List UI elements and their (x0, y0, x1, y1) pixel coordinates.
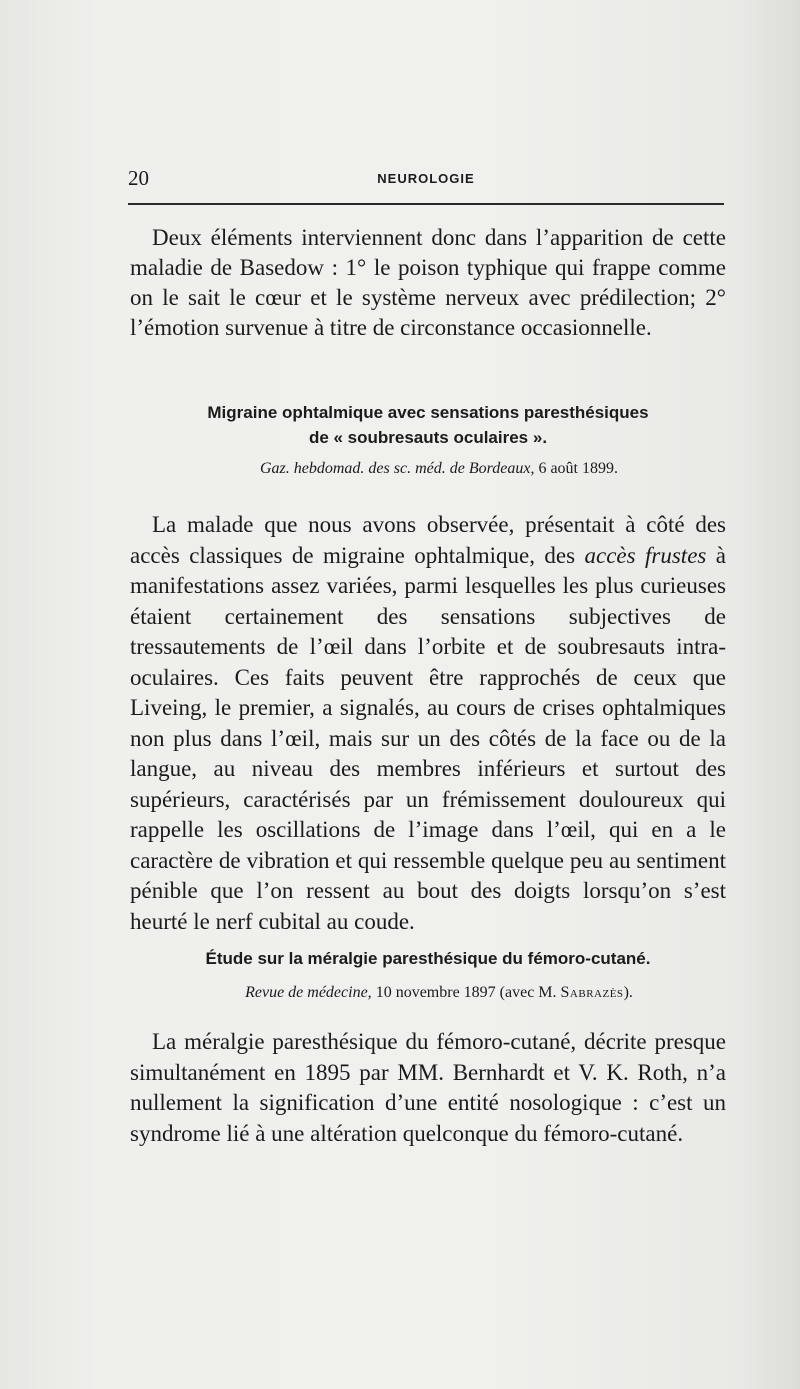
paragraph-text-start: La malade que nous avons observée, présentait à côté des accès classiques de migraine ophtalmique, des (130, 512, 726, 568)
paragraph-basedow: Deux éléments interviennent donc dans l’apparition de cette maladie de Basedow : 1° le poison typhique qui frappe comme on le sait le cœur et le système nerveux avec prédilection; 2° l’émotion survenue à titre de circonstance occasionnelle. (130, 225, 726, 340)
running-head: NEUROLOGIE (377, 171, 475, 186)
citation-date: 6 août 1899. (538, 460, 618, 477)
citation-meralgie (141, 984, 737, 1002)
citation-source: Revue de médecine, (245, 984, 372, 1001)
section-title-migraine (130, 400, 726, 450)
citation-source: Gaz. hebdomad. des sc. méd. de Bordeaux, (259, 460, 535, 477)
section-title-line-2: de « soubresauts oculaires ». (308, 428, 548, 447)
section-title-meralgie: Étude sur la méralgie paresthésique du fémoro-cutané. (205, 949, 651, 968)
header-rule (128, 203, 724, 205)
citation-details: 10 novembre 1897 (avec M. (375, 984, 557, 1001)
page-number: 20 (128, 166, 149, 190)
paragraph-migraine (130, 510, 726, 937)
citation-author: Sabrazès (560, 984, 624, 1001)
paragraph-meralgie: La méralgie paresthésique du fémoro-cutané, décrite presque simultanément en 1895 par MM. Bernhardt et V. K. Roth, n’a nullement la signification d’une entité nosologique : c’est un syndrome lié à une altération quelconque du fémoro-cutané. (130, 1029, 726, 1146)
page-header (128, 166, 724, 196)
paragraph-text-end: à manifestations assez variées, parmi lesquelles les plus curieuses étaient certainement des sensations subjectives de tressautements de l’œil dans l’orbite et de soubresauts intra-oculaires. Ces faits peuvent être rapprochés de ceux que Liveing, le premier, a signalés, au cours de crises ophtalmiques non plus dans l’œil, mais sur un des côtés de la face ou de la langue, au niveau des membres inférieurs et surtout des supérieurs, caractérisés par un frémissement douloureux qui rappelle les oscillations de l’image dans l’œil, qui en a le caractère de vibration et qui ressemble quelque peu au sentiment pénible que l’on ressent au bout des doigts lorsqu’on s’est heurté le nerf cubital au coude. (130, 542, 727, 934)
emphasis-acces-frustes: accès frustes (584, 542, 707, 568)
citation-migraine (141, 460, 737, 478)
section-title-line-1: Migraine ophtalmique avec sensations paresthésiques (207, 403, 649, 422)
citation-end: ). (623, 984, 633, 1001)
